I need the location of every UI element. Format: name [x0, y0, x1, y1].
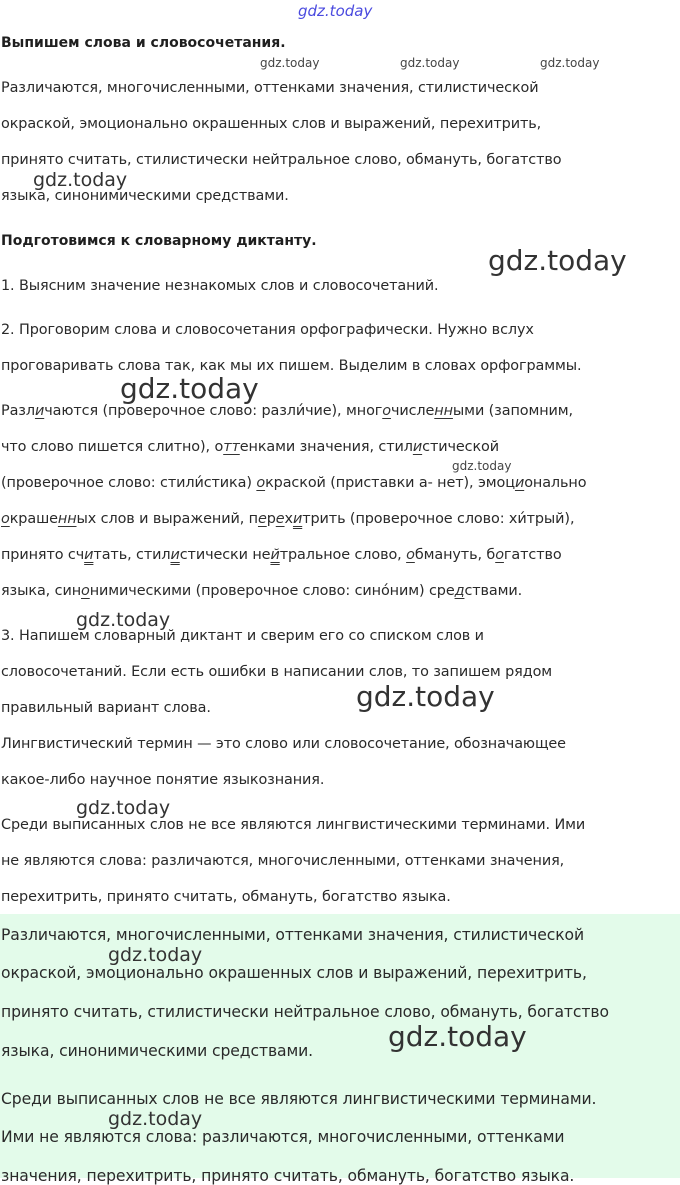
- answer-line: Различаются, многочисленными, оттенками значения, стилистической: [1, 926, 584, 944]
- orthogram-text: р: [266, 511, 276, 527]
- orthogram-text: чаются (проверочное слово: разли́чие), мног: [44, 403, 383, 419]
- orthogram-text: числе: [390, 403, 435, 419]
- orthogram-highlight: нн: [434, 403, 453, 419]
- orthogram-highlight: и: [84, 547, 94, 563]
- orthogram-text: трить (проверочное слово: хи́трый),: [302, 511, 575, 527]
- orthogram-highlight: о: [382, 403, 391, 419]
- watermark: gdz.today: [260, 56, 320, 70]
- answer-line: Среди выписанных слов не все являются лингвистическими терминами.: [1, 1090, 597, 1108]
- orthogram-highlight: и: [412, 439, 423, 455]
- orthogram-text: Разл: [1, 403, 35, 419]
- write-line: Различаются, многочисленными, оттенками значения, стилистической: [1, 80, 539, 96]
- watermark: gdz.today: [108, 944, 203, 966]
- step-2-line: 2. Проговорим слова и словосочетания орфографически. Нужно вслух: [1, 322, 534, 338]
- orthogram-highlight: д: [454, 583, 465, 599]
- orthogram-text: ыми (запомним,: [452, 403, 574, 419]
- watermark: gdz.today: [488, 244, 627, 277]
- orthogram-text: тральное слово,: [279, 547, 407, 563]
- orthogram-text: бмануть, б: [414, 547, 496, 563]
- orthogram-text: стически не: [179, 547, 271, 563]
- watermark: gdz.today: [452, 459, 512, 473]
- answer-line: значения, перехитрить, принято считать, обмануть, богатство языка.: [1, 1167, 575, 1185]
- orthogram-highlight: о: [406, 547, 415, 563]
- orthogram-text: х: [284, 511, 293, 527]
- orthogram-highlight: е: [257, 511, 267, 527]
- orthogram-text: ствами.: [464, 583, 523, 599]
- orthogram-text: принято сч: [1, 547, 85, 563]
- dictation-heading: Подготовимся к словарному диктанту.: [1, 233, 317, 249]
- watermark: gdz.today: [33, 169, 128, 191]
- watermark: gdz.today: [76, 609, 171, 631]
- orthogram-text: краше: [9, 511, 58, 527]
- orthogram-text: краской (приставки а- нет), эмоц: [265, 475, 515, 491]
- answer-box: [0, 914, 680, 1185]
- step-3-line: правильный вариант слова.: [1, 700, 211, 716]
- step-3-line: словосочетаний. Если есть ошибки в написании слов, то запишем рядом: [1, 664, 553, 680]
- answer-line: окраской, эмоционально окрашенных слов и выражений, перехитрить,: [1, 964, 587, 982]
- answer-line: Ими не являются слова: различаются, многочисленными, оттенками: [1, 1128, 565, 1146]
- orthogram-highlight: о: [1, 511, 10, 527]
- watermark: gdz.today: [388, 1020, 527, 1053]
- write-line: окраской, эмоционально окрашенных слов и выражений, перехитрить,: [1, 116, 542, 132]
- non-term-line: Среди выписанных слов не все являются лингвистическими терминами. Ими: [1, 817, 586, 833]
- orthogram-text: ых слов и выражений, п: [76, 511, 258, 527]
- orthogram-highlight: и: [170, 547, 180, 563]
- answer-line: принято считать, стилистически нейтральное слово, обмануть, богатство: [1, 1003, 609, 1021]
- non-term-line: не являются слова: различаются, многочисленными, оттенками значения,: [1, 853, 565, 869]
- answer-line: языка, синонимическими средствами.: [1, 1042, 314, 1060]
- watermark: gdz.today: [356, 680, 495, 713]
- step-3-line: 3. Напишем словарный диктант и сверим его со списком слов и: [1, 628, 484, 644]
- orthogram-text: нимическими (проверочное слово: сино́ним) сре: [89, 583, 455, 599]
- watermark: gdz.today: [108, 1108, 203, 1130]
- orthogram-text: тать, стил: [93, 547, 171, 563]
- orthogram-text: онально: [524, 475, 587, 491]
- orthogram-highlight: о: [81, 583, 90, 599]
- step-2-line: проговаривать слова так, как мы их пишем. Выделим в словах орфограммы.: [1, 358, 582, 374]
- write-heading: Выпишем слова и словосочетания.: [1, 35, 286, 51]
- orthogram-text: (проверочное слово: стили́стика): [1, 475, 257, 491]
- orthogram-line: [1, 403, 573, 419]
- orthogram-text: что слово пишется слитно), о: [1, 439, 224, 455]
- term-definition-line: Лингвистический термин — это слово или словосочетание, обозначающее: [1, 736, 566, 752]
- watermark: gdz.today: [120, 372, 259, 405]
- orthogram-text: гатство: [503, 547, 562, 563]
- orthogram-line: [1, 475, 586, 491]
- orthogram-line: [1, 511, 574, 527]
- orthogram-text: стической: [422, 439, 500, 455]
- orthogram-highlight: о: [495, 547, 504, 563]
- orthogram-highlight: и: [292, 511, 303, 527]
- orthogram-line: [1, 547, 562, 563]
- orthogram-highlight: о: [256, 475, 266, 491]
- orthogram-text: енками значения, стил: [239, 439, 413, 455]
- watermark: gdz.today: [540, 56, 600, 70]
- orthogram-line: [1, 583, 522, 599]
- orthogram-text: языка, син: [1, 583, 82, 599]
- non-term-line: перехитрить, принято считать, обмануть, богатство языка.: [1, 889, 451, 905]
- write-line: языка, синонимическими средствами.: [1, 188, 289, 204]
- step-1: 1. Выясним значение незнакомых слов и словосочетаний.: [1, 278, 439, 294]
- orthogram-highlight: й: [270, 547, 280, 563]
- watermark: gdz.today: [400, 56, 460, 70]
- write-line: принято считать, стилистически нейтральное слово, обмануть, богатство: [1, 152, 562, 168]
- orthogram-highlight: нн: [57, 511, 77, 527]
- orthogram-highlight: и: [514, 475, 525, 491]
- orthogram-line: [1, 439, 499, 455]
- orthogram-highlight: и: [34, 403, 45, 419]
- orthogram-highlight: е: [275, 511, 285, 527]
- watermark: gdz.today: [76, 797, 171, 819]
- term-definition-line: какое-либо научное понятие языкознания.: [1, 772, 325, 788]
- orthogram-highlight: тт: [223, 439, 240, 455]
- watermark: gdz.today: [298, 2, 373, 20]
